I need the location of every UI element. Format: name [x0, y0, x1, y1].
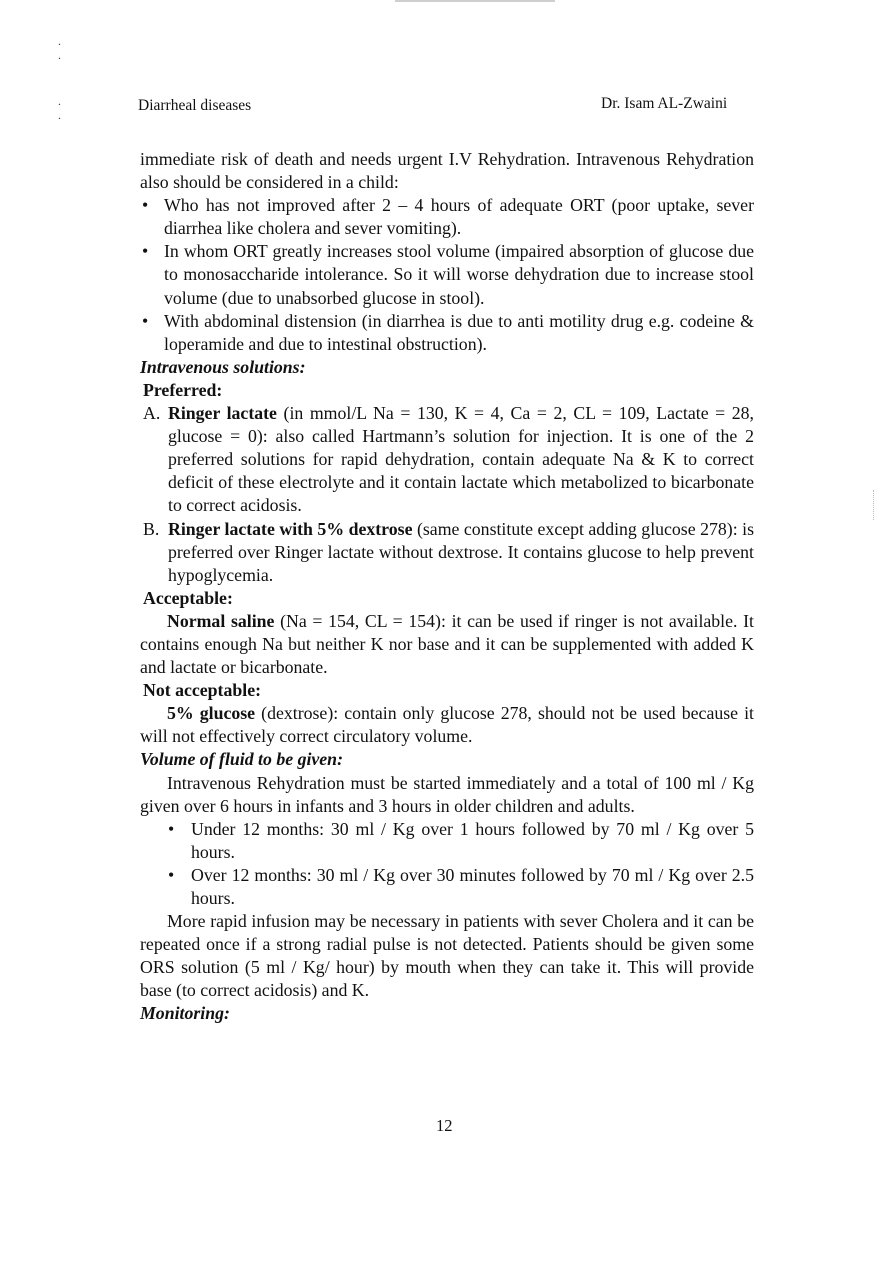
solution-description: (same constitute except adding glucose 278): is preferred over Ringer lactate without dextrose. It contains glucose to help prevent hypoglycemia. [168, 518, 754, 585]
acceptable-heading: Acceptable: [143, 587, 233, 608]
list-item-text: In whom ORT greatly increases stool volume (impaired absorption of glucose due to monosaccharide intolerance. So it will worse dehydration due to increase stool volume (due to unabsorbed glucose in stool). [164, 241, 754, 308]
body-text [140, 148, 754, 1026]
not-acceptable-paragraph [140, 702, 754, 748]
solution-name: Ringer lactate [168, 403, 277, 424]
bullet-icon: • [142, 310, 149, 331]
preferred-item-a [140, 402, 754, 517]
item-letter: A. [143, 403, 161, 424]
bullet-icon: • [142, 195, 149, 216]
bullet-icon: • [168, 864, 175, 885]
scan-specks: . . . . [58, 34, 61, 122]
not-acceptable-heading: Not acceptable: [143, 680, 262, 701]
iv-solutions-heading: Intravenous solutions: [140, 356, 306, 377]
list-item-text: Over 12 months: 30 ml / Kg over 30 minutes followed by 70 ml / Kg over 2.5 hours. [191, 864, 754, 908]
iv-indication-list [140, 194, 754, 356]
intro-paragraph: immediate risk of death and needs urgent I.V Rehydration. Intravenous Rehydration also should be considered in a child: [140, 149, 754, 193]
monitoring-heading: Monitoring: [140, 1003, 230, 1024]
solution-description: (Na = 154, CL = 154): it can be used if ringer is not available. It contains enough Na but neither K nor base and it can be supplemented with added K and lactate or bicarbonate. [140, 610, 754, 678]
volume-heading: Volume of fluid to be given: [140, 749, 343, 770]
list-item-text: Who has not improved after 2 – 4 hours of adequate ORT (poor uptake, sever diarrhea like cholera and sever vomiting). [164, 195, 754, 239]
bullet-icon: • [142, 241, 149, 262]
preferred-item-b [140, 518, 754, 587]
preferred-heading: Preferred: [143, 379, 223, 400]
solution-description: (dextrose): contain only glucose 278, should not be used because it will not effectively correct circulatory volume. [140, 703, 754, 747]
acceptable-paragraph [140, 610, 754, 679]
volume-paragraph: Intravenous Rehydration must be started immediately and a total of 100 ml / Kg given over 6 hours in infants and 3 hours in older children and adults. [140, 772, 754, 816]
list-item-text: Under 12 months: 30 ml / Kg over 1 hours followed by 70 ml / Kg over 5 hours. [191, 818, 754, 862]
scan-margin-marks [873, 490, 876, 520]
solution-name: Normal saline [167, 610, 275, 631]
list-item-text: With abdominal distension (in diarrhea is due to anti motility drug e.g. codeine & loperamide and due to intestinal obstruction). [164, 310, 754, 354]
solution-name: Ringer lactate with 5% dextrose [168, 518, 413, 539]
bullet-icon: • [168, 818, 175, 839]
solution-description: (in mmol/L Na = 130, K = 4, Ca = 2, CL = 109, Lactate = 28, glucose = 0): also called Hartmann’s solution for injection. It is one of the 2 preferred solutions for rapid dehydration, contain adequate Na & K to correct deficit of these electrolyte and it contain lactate which metabolized to bicarbonate to correct acidosis. [168, 403, 754, 516]
solution-name: 5% glucose [167, 703, 256, 724]
list-item [140, 240, 754, 309]
volume-list [140, 818, 754, 910]
scan-artifact-line [395, 0, 555, 2]
list-item [140, 310, 754, 356]
page-number: 12 [436, 1116, 453, 1135]
running-header-author: Dr. Isam AL-Zwaini [601, 95, 728, 112]
running-header-title: Diarrheal diseases [138, 97, 252, 114]
list-item [140, 194, 754, 240]
item-letter: B. [143, 518, 160, 539]
list-item [140, 864, 754, 910]
rapid-infusion-paragraph: More rapid infusion may be necessary in patients with sever Cholera and it can be repeated once if a strong radial pulse is not detected. Patients should be given some ORS solution (5 ml / Kg/ hour) by mouth when they can take it. This will provide base (to correct acidosis) and K. [140, 911, 754, 1001]
list-item [140, 818, 754, 864]
